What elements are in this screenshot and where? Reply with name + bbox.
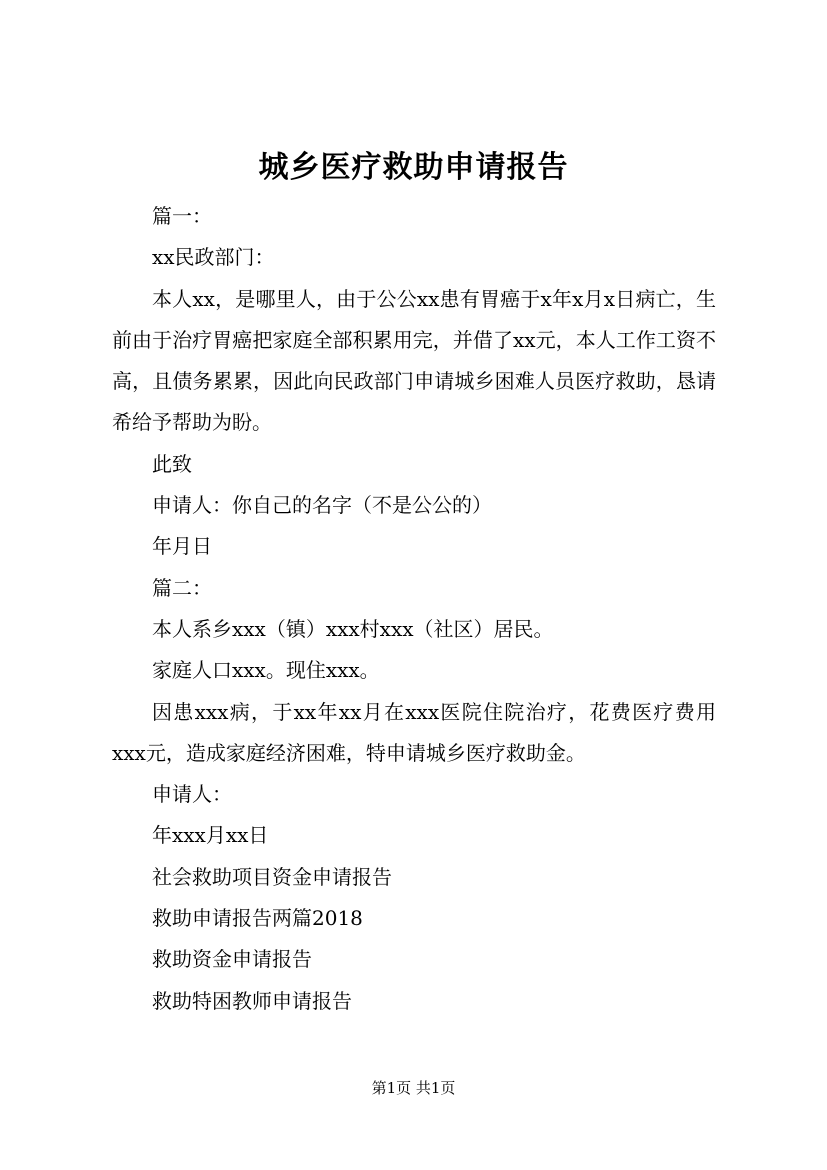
paragraph-illness-details: 因患xxx病，于xx年xx月在xxx医院住院治疗，花费医疗费用xxx元，造成家庭经济困难，特申请城乡医疗救助金。 xyxy=(112,699,716,765)
paragraph-applicant-label: 申请人： xyxy=(152,782,232,807)
document-body xyxy=(112,196,716,1022)
paragraph-residence: 本人系乡xxx（镇）xxx村xxx（社区）居民。 xyxy=(152,616,554,641)
paragraph-addressee: xx民政部门： xyxy=(152,245,275,270)
related-link-3: 救助资金申请报告 xyxy=(152,947,312,972)
document-title: 城乡医疗救助申请报告 xyxy=(258,150,569,185)
paragraph-section-one-heading: 篇一： xyxy=(152,204,212,228)
related-link-2: 救助申请报告两篇2018 xyxy=(152,906,363,931)
paragraph-household: 家庭人口xxx。现住xxx。 xyxy=(152,658,380,683)
related-link-1: 社会救助项目资金申请报告 xyxy=(152,864,392,889)
paragraph-date-two: 年xxx月xx日 xyxy=(152,823,269,848)
paragraph-section-two-heading: 篇二： xyxy=(152,575,212,600)
related-link-4: 救助特困教师申请报告 xyxy=(152,988,352,1013)
paragraph-applicant-name: 申请人：你自己的名字（不是公公的） xyxy=(152,493,492,518)
paragraph-date: 年月日 xyxy=(152,534,212,559)
paragraph-salutation: 此致 xyxy=(152,451,192,476)
paragraph-request-body: 本人xx，是哪里人，由于公公xx患有胃癌于x年x月x日病亡，生前由于治疗胃癌把家庭全部积累用完，并借了xx元，本人工作工资不高，且债务累累，因此向民政部门申请城乡困难人员医疗救助，恳请希给予帮助为盼。 xyxy=(112,286,716,435)
page-footer: 第1页 共1页 xyxy=(371,1079,456,1097)
